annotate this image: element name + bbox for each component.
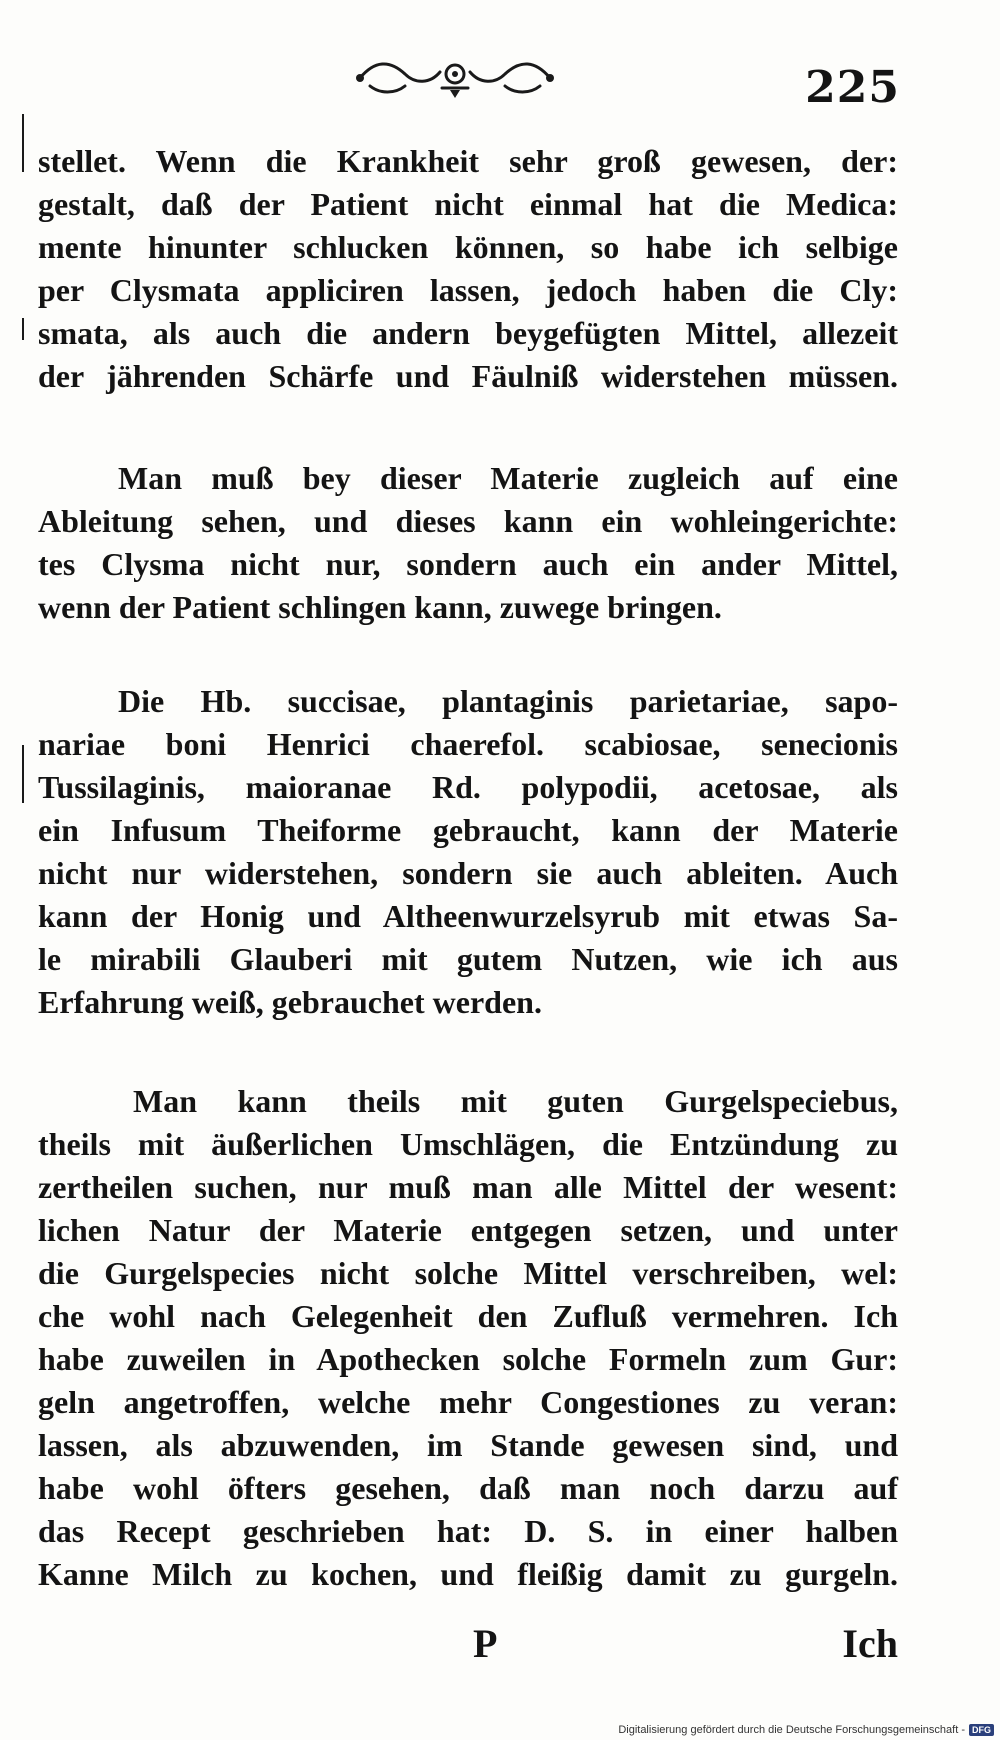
dfg-logo: DFG [969,1724,994,1736]
paragraph-3 [38,680,898,1024]
text-line: kann der Honig und Altheenwurzelsyrub mit etwas Sa- [38,898,898,934]
page-number: 225 [805,62,900,113]
text-line: stellet. Wenn die Krankheit sehr groß gewesen, der: [38,143,898,179]
text-line: Die Hb. succisae, plantaginis parietariae, sapo- [118,683,898,719]
text-line: lichen Natur der Materie entgegen setzen, und unter [38,1212,898,1248]
paragraph-2 [38,457,898,629]
text-line: le mirabili Glauberi mit gutem Nutzen, wie ich aus [38,941,898,977]
text-line: smata, als auch die andern beygefügten Mittel, allezeit [38,315,898,351]
text-line: che wohl nach Gelegenheit den Zufluß vermehren. Ich [38,1298,898,1334]
text-line: per Clysmata appliciren lassen, jedoch haben die Cly: [38,272,898,308]
text-line: habe wohl öfters gesehen, daß man noch darzu auf [38,1470,898,1506]
text-line: Man muß bey dieser Materie zugleich auf eine [118,460,898,496]
text-line: wenn der Patient schlingen kann, zuwege bringen. [38,589,722,625]
text-line: lassen, als abzuwenden, im Stande gewesen sind, und [38,1427,898,1463]
text-line: Erfahrung weiß, gebrauchet werden. [38,984,542,1020]
catchword: Ich [842,1621,898,1666]
paragraph-1 [38,140,898,398]
text-line: tes Clysma nicht nur, sondern auch ein ander Mittel, [38,546,898,582]
text-line: das Recept geschrieben hat: D. S. in einer halben [38,1513,898,1549]
signature-mark: P [473,1621,498,1666]
text-line: Ableitung sehen, und dieses kann ein wohleingerichte: [38,503,898,539]
margin-rule [22,745,24,803]
text-line: theils mit äußerlichen Umschlägen, die Entzündung zu [38,1126,898,1162]
text-line: Tussilaginis, maioranae Rd. polypodii, acetosae, als [38,769,898,805]
catchwords [38,1620,898,1680]
text-line: habe zuweilen in Apothecken solche Formeln zum Gur: [38,1341,898,1377]
text-line: geln angetroffen, welche mehr Congestiones zu veran: [38,1384,898,1420]
margin-rule [22,318,24,340]
paragraph-4 [38,1080,898,1596]
text-line: Man kann theils mit guten Gurgelspeciebus, [133,1083,898,1119]
text-line: Kanne Milch zu kochen, und fleißig damit zu gurgeln. [38,1556,898,1592]
text-line: zertheilen suchen, nur muß man alle Mittel der wesent: [38,1169,898,1205]
text-line: ein Infusum Theiforme gebraucht, kann der Materie [38,812,898,848]
text-line: nariae boni Henrici chaerefol. scabiosae, senecionis [38,726,898,762]
footer-text: Digitalisierung gefördert durch die Deutsche Forschungsgemeinschaft - [618,1724,965,1736]
text-line: gestalt, daß der Patient nicht einmal hat die Medica: [38,186,898,222]
text-line: der jährenden Schärfe und Fäulniß widerstehen müssen. [38,358,898,394]
text-line: nicht nur widerstehen, sondern sie auch ableiten. Auch [38,855,898,891]
text-line: mente hinunter schlucken können, so habe ich selbige [38,229,898,265]
margin-rule [22,114,24,172]
decorative-ornament [350,50,560,102]
digitization-footer [618,1724,994,1736]
text-line: die Gurgelspecies nicht solche Mittel verschreiben, wel: [38,1255,898,1291]
